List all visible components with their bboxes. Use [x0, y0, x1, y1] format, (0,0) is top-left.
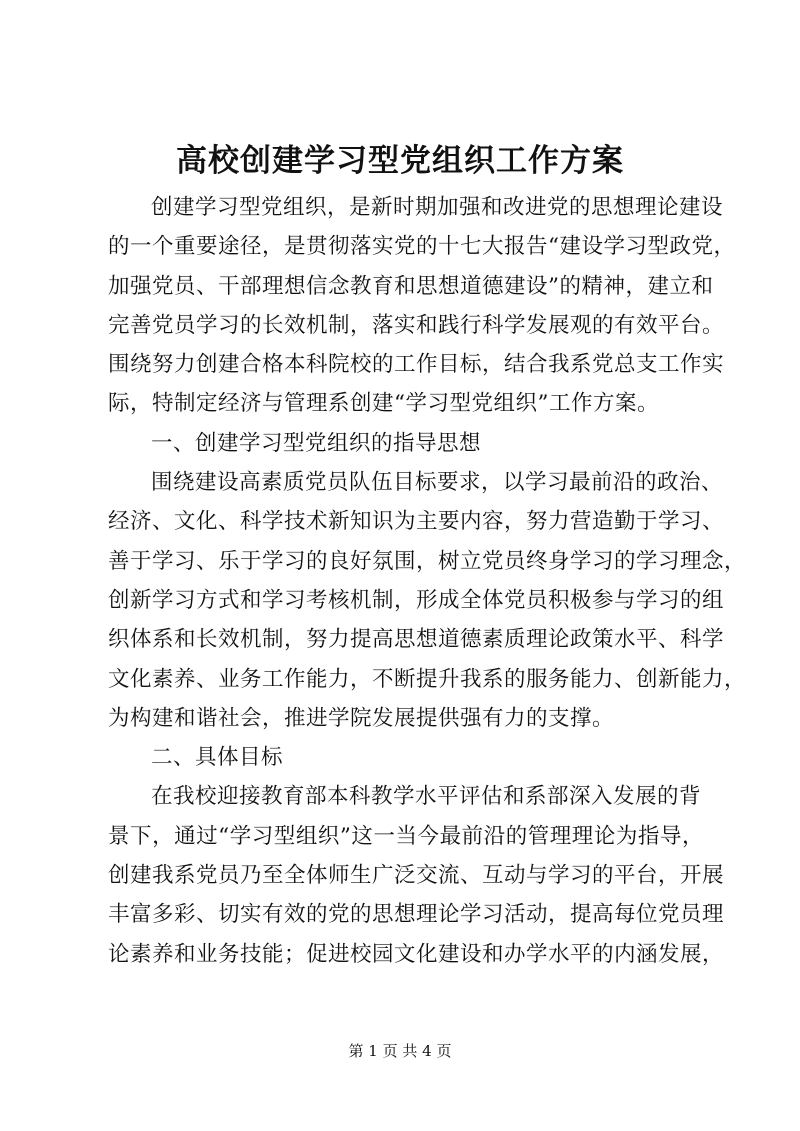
- paragraph-line: 在我校迎接教育部本科教学水平评估和系部深入发展的背: [151, 784, 702, 810]
- paragraph-line: 为构建和谐社会，推进学院发展提供强有力的支撑。: [108, 705, 615, 731]
- paragraph-line: 经济、文化、科学技术新知识为主要内容，努力营造勤于学习、: [108, 509, 725, 535]
- paragraph-line: 的一个重要途径，是贯彻落实党的十七大报告“建设学习型政党，: [108, 234, 736, 260]
- paragraph-line: 加强党员、干部理想信念教育和思想道德建设”的精神，建立和: [108, 273, 714, 299]
- document-title: 高校创建学习型党组织工作方案: [176, 143, 624, 179]
- paragraph-line: 围绕努力创建合格本科院校的工作目标，结合我系党总支工作实: [108, 352, 725, 378]
- section-heading-2: 二、具体目标: [151, 745, 284, 771]
- paragraph-line: 丰富多彩、切实有效的党的思想理论学习活动，提高每位党员理: [108, 902, 725, 928]
- paragraph-line: 创建学习型党组织，是新时期加强和改进党的思想理论建设: [151, 195, 724, 220]
- paragraph-line: 创建我系党员乃至全体师生广泛交流、互动与学习的平台，开展: [108, 863, 725, 889]
- paragraph-line: 景下，通过“学习型组织”这一当今最前沿的管理理论为指导，: [108, 823, 704, 849]
- document-body: [108, 188, 747, 974]
- section-heading-1: 一、创建学习型党组织的指导思想: [151, 430, 482, 456]
- paragraph-line: 创新学习方式和学习考核机制，形成全体党员积极参与学习的组: [108, 587, 725, 613]
- paragraph-line: 文化素养、业务工作能力，不断提升我系的服务能力、创新能力，: [108, 666, 747, 692]
- paragraph-line: 完善党员学习的长效机制，落实和践行科学发展观的有效平台。: [108, 312, 725, 338]
- paragraph-line: 织体系和长效机制，努力提高思想道德素质理论政策水平、科学: [108, 627, 725, 653]
- page-number-footer: 第 1 页 共 4 页: [348, 1042, 452, 1060]
- paragraph-line: 围绕建设高素质党员队伍目标要求，以学习最前沿的政治、: [151, 470, 724, 496]
- paragraph-line: 际，特制定经济与管理系创建“学习型党组织”工作方案。: [108, 391, 659, 417]
- paragraph-line: 论素养和业务技能；促进校园文化建设和办学水平的内涵发展，: [108, 941, 725, 967]
- paragraph-line: 善于学习、乐于学习的良好氛围，树立党员终身学习的学习理念，: [108, 548, 747, 574]
